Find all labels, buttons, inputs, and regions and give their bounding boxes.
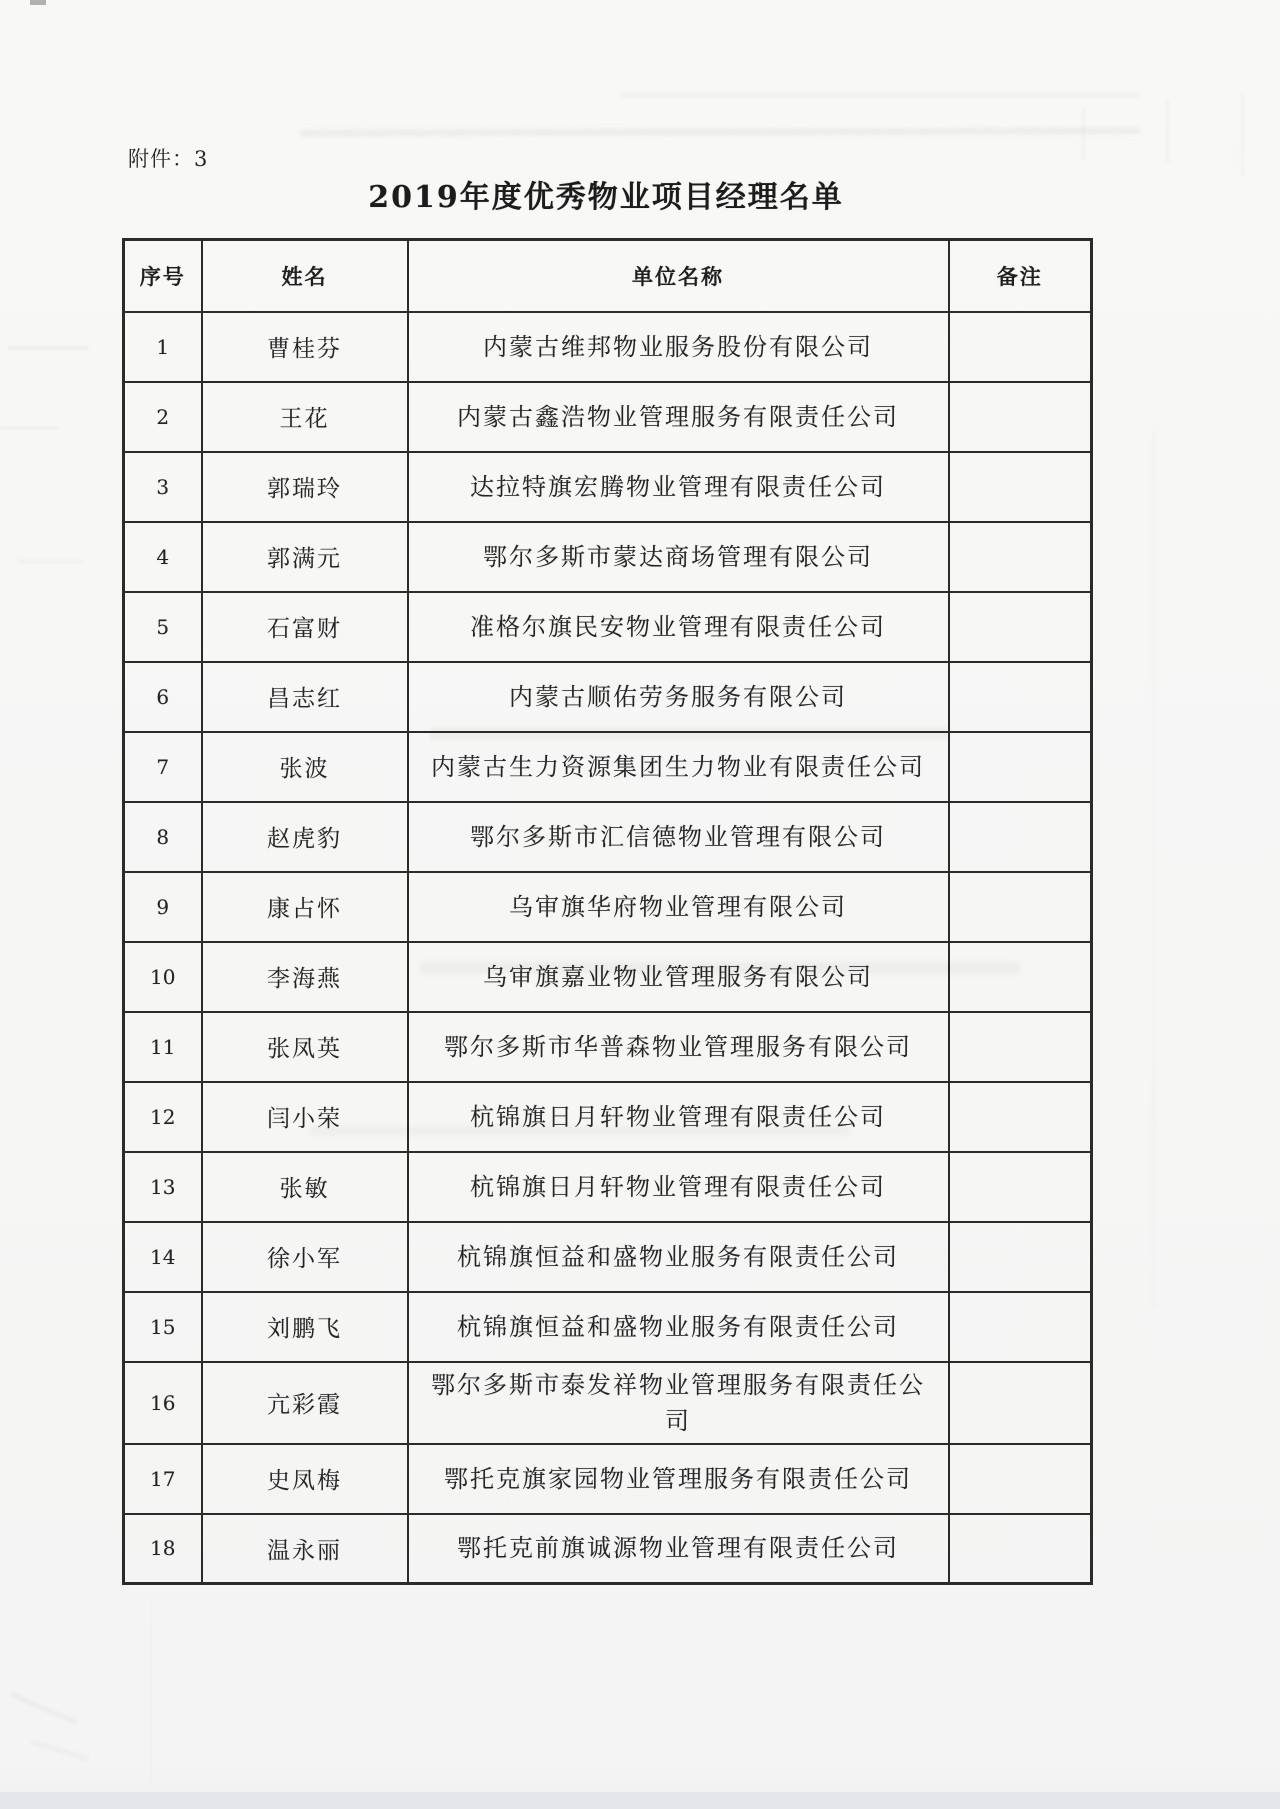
scan-bleed-gridline [1241, 94, 1244, 176]
scan-bleed-gridline [1166, 99, 1169, 163]
cell-company-name: 鄂尔多斯市华普森物业管理服务有限公司 [408, 1012, 949, 1082]
cell-remark [949, 522, 1092, 592]
cell-company-name: 鄂托克前旗诚源物业管理有限责任公司 [408, 1514, 949, 1584]
cell-company-name: 杭锦旗恒益和盛物业服务有限责任公司 [408, 1222, 949, 1292]
cell-company-name: 乌审旗嘉业物业管理服务有限公司 [408, 942, 949, 1012]
cell-company-name: 鄂尔多斯市蒙达商场管理有限公司 [408, 522, 949, 592]
cell-remark [949, 662, 1092, 732]
cell-company-name: 内蒙古顺佑劳务服务有限公司 [408, 662, 949, 732]
table-row [124, 382, 1092, 452]
cell-serial-number: 11 [124, 1012, 202, 1082]
scan-smudge [300, 128, 1140, 136]
table-row [124, 452, 1092, 522]
cell-serial-number: 13 [124, 1152, 202, 1222]
cell-serial-number: 14 [124, 1222, 202, 1292]
table-row [124, 1444, 1092, 1514]
cell-remark [949, 732, 1092, 802]
cell-company-name: 乌审旗华府物业管理有限公司 [408, 872, 949, 942]
scan-bottom-edge [0, 1792, 1280, 1809]
table-row [124, 1082, 1092, 1152]
scan-smudge [620, 93, 1140, 98]
cell-serial-number: 7 [124, 732, 202, 802]
attachment-label: 附件：3 [128, 147, 209, 171]
table-row [124, 1152, 1092, 1222]
cell-remark [949, 1012, 1092, 1082]
cell-serial-number: 15 [124, 1292, 202, 1362]
cell-company-name: 杭锦旗日月轩物业管理有限责任公司 [408, 1082, 949, 1152]
table-row [124, 1362, 1092, 1444]
table-row [124, 1514, 1092, 1584]
table-row [124, 312, 1092, 382]
table-row [124, 1292, 1092, 1362]
col-header-no: 序号 [124, 240, 202, 312]
cell-remark [949, 1362, 1092, 1444]
scan-bleed-gridline [1082, 108, 1085, 160]
cell-person-name: 郭瑞玲 [202, 452, 408, 522]
table-body [124, 312, 1092, 1584]
cell-person-name: 闫小荣 [202, 1082, 408, 1152]
cell-person-name: 王花 [202, 382, 408, 452]
cell-serial-number: 8 [124, 802, 202, 872]
cell-serial-number: 18 [124, 1514, 202, 1584]
cell-serial-number: 2 [124, 382, 202, 452]
scan-smudge [8, 346, 88, 350]
cell-remark [949, 312, 1092, 382]
table-row [124, 732, 1092, 802]
cell-remark [949, 1222, 1092, 1292]
cell-serial-number: 17 [124, 1444, 202, 1514]
table-row [124, 662, 1092, 732]
cell-remark [949, 1444, 1092, 1514]
table-row [124, 872, 1092, 942]
cell-serial-number: 10 [124, 942, 202, 1012]
scan-smudge [10, 1692, 78, 1726]
col-header-company: 单位名称 [408, 240, 949, 312]
cell-company-name: 内蒙古鑫浩物业管理服务有限责任公司 [408, 382, 949, 452]
table-row [124, 802, 1092, 872]
cell-remark [949, 1152, 1092, 1222]
scan-smudge [30, 1740, 89, 1761]
cell-person-name: 刘鹏飞 [202, 1292, 408, 1362]
cell-remark [949, 1514, 1092, 1584]
cell-remark [949, 942, 1092, 1012]
cell-person-name: 史凤梅 [202, 1444, 408, 1514]
managers-table [122, 238, 1093, 1585]
cell-company-name: 杭锦旗恒益和盛物业服务有限责任公司 [408, 1292, 949, 1362]
cell-person-name: 康占怀 [202, 872, 408, 942]
cell-company-name: 鄂托克旗家园物业管理服务有限责任公司 [408, 1444, 949, 1514]
cell-company-name: 鄂尔多斯市泰发祥物业管理服务有限责任公司 [408, 1362, 949, 1444]
cell-person-name: 亢彩霞 [202, 1362, 408, 1444]
cell-remark [949, 382, 1092, 452]
cell-remark [949, 872, 1092, 942]
table-header [124, 240, 1092, 312]
cell-person-name: 张敏 [202, 1152, 408, 1222]
col-header-name: 姓名 [202, 240, 408, 312]
cell-person-name: 赵虎豹 [202, 802, 408, 872]
cell-person-name: 昌志红 [202, 662, 408, 732]
header-row [124, 240, 1092, 312]
scan-smudge [18, 560, 84, 563]
cell-serial-number: 5 [124, 592, 202, 662]
table-row [124, 1012, 1092, 1082]
cell-serial-number: 16 [124, 1362, 202, 1444]
cell-serial-number: 9 [124, 872, 202, 942]
cell-person-name: 郭满元 [202, 522, 408, 592]
cell-remark [949, 1082, 1092, 1152]
document-title: 2019年度优秀物业项目经理名单 [368, 180, 844, 215]
table-row [124, 1222, 1092, 1292]
scan-smudge [150, 1600, 152, 1785]
cell-person-name: 李海燕 [202, 942, 408, 1012]
cell-person-name: 张波 [202, 732, 408, 802]
cell-serial-number: 4 [124, 522, 202, 592]
cell-remark [949, 592, 1092, 662]
table-row [124, 592, 1092, 662]
scan-edge-mark [30, 0, 46, 5]
cell-company-name: 达拉特旗宏腾物业管理有限责任公司 [408, 452, 949, 522]
cell-person-name: 曹桂芬 [202, 312, 408, 382]
scan-smudge [0, 426, 58, 430]
table-row [124, 942, 1092, 1012]
cell-person-name: 温永丽 [202, 1514, 408, 1584]
cell-company-name: 鄂尔多斯市汇信德物业管理有限公司 [408, 802, 949, 872]
cell-serial-number: 3 [124, 452, 202, 522]
table-row [124, 522, 1092, 592]
cell-company-name: 准格尔旗民安物业管理有限责任公司 [408, 592, 949, 662]
cell-serial-number: 6 [124, 662, 202, 732]
cell-company-name: 内蒙古生力资源集团生力物业有限责任公司 [408, 732, 949, 802]
cell-remark [949, 802, 1092, 872]
col-header-remark: 备注 [949, 240, 1092, 312]
cell-person-name: 石富财 [202, 592, 408, 662]
cell-company-name: 内蒙古维邦物业服务股份有限公司 [408, 312, 949, 382]
cell-remark [949, 452, 1092, 522]
cell-person-name: 张凤英 [202, 1012, 408, 1082]
cell-company-name: 杭锦旗日月轩物业管理有限责任公司 [408, 1152, 949, 1222]
cell-remark [949, 1292, 1092, 1362]
cell-person-name: 徐小军 [202, 1222, 408, 1292]
scan-bleed-gridline [1152, 430, 1156, 1310]
cell-serial-number: 1 [124, 312, 202, 382]
cell-serial-number: 12 [124, 1082, 202, 1152]
